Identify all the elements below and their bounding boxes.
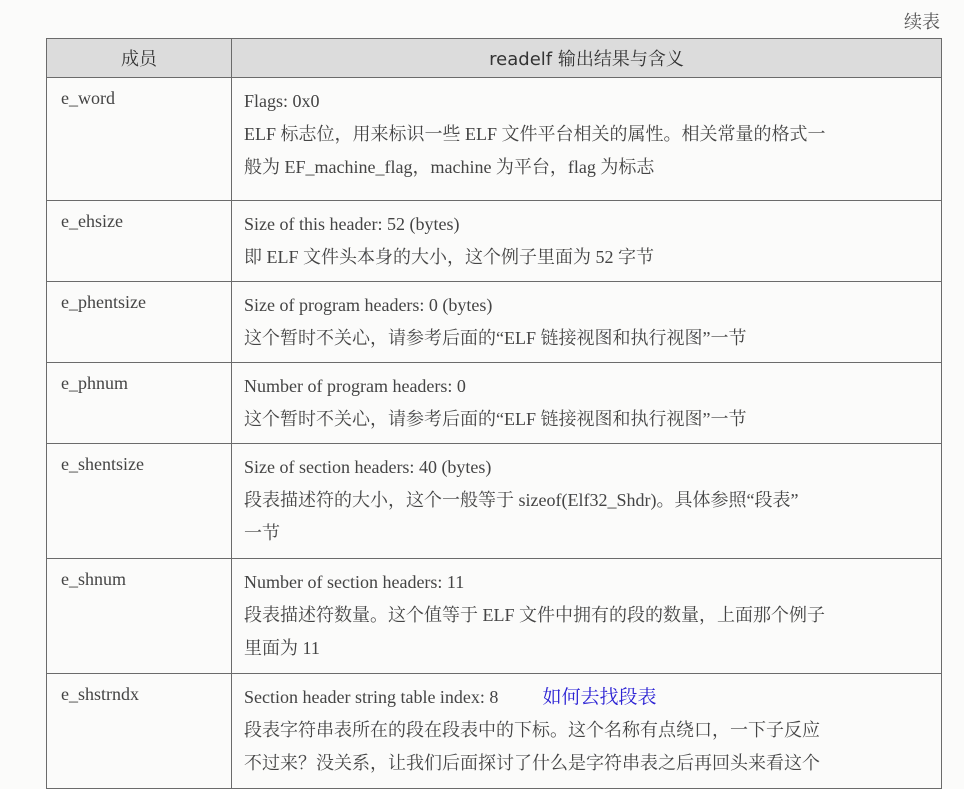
meaning-text-cont: 一节 [244, 523, 280, 543]
meaning-text: 这个暂时不关心，请参考后面的“ELF 链接视图和执行视图”一节 [244, 328, 747, 348]
member-name: e_phentsize [47, 282, 232, 363]
meaning-text: 段表描述符的大小，这个一般等于 sizeof(Elf32_Shdr)。具体参照“段表” [244, 490, 799, 510]
readelf-output-line [244, 681, 931, 714]
table-row [47, 201, 942, 282]
readelf-output: Number of program headers: 0 [244, 376, 466, 396]
member-description [232, 444, 942, 559]
table-row [47, 444, 942, 559]
meaning-text: ELF 标志位，用来标识一些 ELF 文件平台相关的属性。相关常量的格式一 [244, 124, 826, 144]
meaning-text-cont: 里面为 11 [244, 638, 320, 658]
meaning-text: 这个暂时不关心，请参考后面的“ELF 链接视图和执行视图”一节 [244, 409, 747, 429]
member-name: e_shstrndx [47, 674, 232, 789]
readelf-output: Size of this header: 52 (bytes) [244, 214, 460, 234]
member-description [232, 674, 942, 789]
continued-label: 续表 [904, 12, 940, 33]
table-row [47, 559, 942, 674]
readelf-output: Size of program headers: 0 (bytes) [244, 295, 493, 315]
member-name: e_phnum [47, 363, 232, 444]
member-name: e_shentsize [47, 444, 232, 559]
table-row [47, 78, 942, 201]
readelf-output: Number of section headers: 11 [244, 572, 465, 592]
handwritten-note: 如何去找段表 [542, 686, 657, 708]
member-name: e_word [47, 78, 232, 201]
table-row [47, 282, 942, 363]
meaning-text: 段表描述符数量。这个值等于 ELF 文件中拥有的段的数量，上面那个例子 [244, 605, 825, 625]
header-output: readelf 输出结果与含义 [232, 39, 942, 78]
member-description [232, 78, 942, 201]
member-name: e_ehsize [47, 201, 232, 282]
readelf-output: Size of section headers: 40 (bytes) [244, 457, 492, 477]
member-description [232, 282, 942, 363]
member-description [232, 363, 942, 444]
member-description [232, 559, 942, 674]
readelf-output: Flags: 0x0 [244, 91, 320, 111]
meaning-text-cont: 不过来？没关系，让我们后面探讨了什么是字符串表之后再回头来看这个 [244, 753, 820, 773]
elf-header-table [46, 38, 942, 789]
header-member: 成员 [47, 39, 232, 78]
table-row [47, 363, 942, 444]
readelf-output: Section header string table index: 8 [244, 687, 499, 707]
member-name: e_shnum [47, 559, 232, 674]
meaning-text: 即 ELF 文件头本身的大小，这个例子里面为 52 字节 [244, 247, 654, 267]
table-header-row [47, 39, 942, 78]
meaning-text: 段表字符串表所在的段在段表中的下标。这个名称有点绕口，一下子反应 [244, 720, 820, 740]
table-row [47, 674, 942, 789]
meaning-text-cont: 般为 EF_machine_flag，machine 为平台，flag 为标志 [244, 157, 655, 177]
member-description [232, 201, 942, 282]
